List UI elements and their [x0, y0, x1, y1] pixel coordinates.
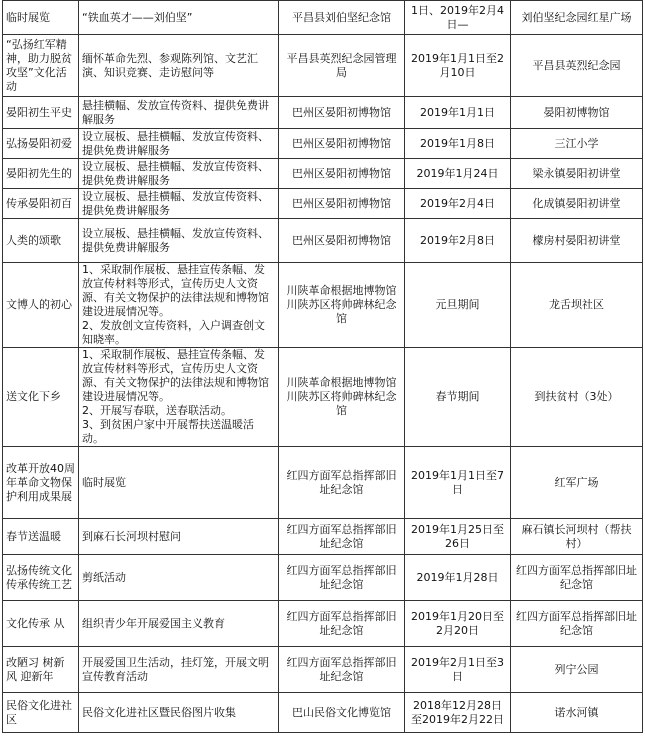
table-row — [3, 519, 643, 555]
activity-name: 文博人的初心 — [3, 263, 79, 348]
activity-time: 2019年1月28日 — [405, 555, 511, 601]
activity-place: 诺水河镇 — [511, 693, 643, 733]
activity-time: 2019年1月1日至2月10日 — [405, 35, 511, 97]
activity-name: 临时展览 — [3, 1, 79, 35]
table-row — [3, 348, 643, 447]
activity-place: 刘伯坚纪念园红星广场 — [511, 1, 643, 35]
activity-content: 临时展览 — [79, 447, 279, 519]
activity-name: 弘扬晏阳初爱 — [3, 129, 79, 159]
activity-content: 开展爱国卫生活动，挂灯笼，开展文明宣传教育活动 — [79, 647, 279, 693]
activity-place: 檬房村晏阳初讲堂 — [511, 219, 643, 263]
organizer: 巴州区晏阳初博物馆 — [279, 219, 405, 263]
activity-content: 设立展板、悬挂横幅、发放宣传资料、提供免费讲解服务 — [79, 219, 279, 263]
activity-content: 设立展板、悬挂横幅、发放宣传资料、提供免费讲解服务 — [79, 129, 279, 159]
table-row — [3, 1, 643, 35]
activity-name: 改革开放40周年革命文物保护利用成果展 — [3, 447, 79, 519]
organizer: 巴州区晏阳初博物馆 — [279, 97, 405, 129]
activity-time: 春节期间 — [405, 348, 511, 447]
table-row — [3, 555, 643, 601]
organizer: 红四方面军总指挥部旧址纪念馆 — [279, 447, 405, 519]
activity-content: 剪纸活动 — [79, 555, 279, 601]
activity-time: 2018年12月28日至2019年2月22日 — [405, 693, 511, 733]
activity-name: 晏阳初生平史 — [3, 97, 79, 129]
activity-time: 2019年1月25日至26日 — [405, 519, 511, 555]
activity-time: 2019年1月1日至7日 — [405, 447, 511, 519]
organizer: 红四方面军总指挥部旧址纪念馆 — [279, 601, 405, 647]
table-row — [3, 189, 643, 219]
content-line: 1、采取制作展板、悬挂宣传条幅、发放宣传材料等形式，宣传历史人文资源、有关文物保护的法律法规和博物馆建设进展情况等。 — [82, 263, 269, 318]
activity-name: 传承晏阳初百 — [3, 189, 79, 219]
activity-time: 2019年1月1日 — [405, 97, 511, 129]
activity-place: 化成镇晏阳初讲堂 — [511, 189, 643, 219]
table-row — [3, 219, 643, 263]
organizer: 巴山民俗文化博览馆 — [279, 693, 405, 733]
activity-table — [2, 0, 643, 733]
table-row — [3, 263, 643, 348]
organizer: 巴州区晏阳初博物馆 — [279, 159, 405, 189]
organizer: 红四方面军总指挥部旧址纪念馆 — [279, 555, 405, 601]
activity-name: 弘扬传统文化 传承传统工艺 — [3, 555, 79, 601]
activity-content — [79, 348, 279, 447]
activity-place: 红四方面军总指挥部旧址纪念馆 — [511, 601, 643, 647]
organizer: 红四方面军总指挥部旧址纪念馆 — [279, 647, 405, 693]
activity-time: 2019年2月1日至3日 — [405, 647, 511, 693]
table-row — [3, 129, 643, 159]
table-row — [3, 35, 643, 97]
table-row — [3, 447, 643, 519]
activity-content: 到麻石长河坝村慰问 — [79, 519, 279, 555]
content-line: 2、开展写春联，送春联活动。 — [82, 404, 232, 417]
table-row — [3, 97, 643, 129]
activity-content: 悬挂横幅、发放宣传资料、提供免费讲解服务 — [79, 97, 279, 129]
content-line: 2、发放创文宣传资料，入户调查创文知晓率。 — [82, 319, 265, 346]
activity-place: 平昌县英烈纪念园 — [511, 35, 643, 97]
activity-name: 文化传承 从 — [3, 601, 79, 647]
activity-place: 梁永镇晏阳初讲堂 — [511, 159, 643, 189]
activity-content: 设立展板、悬挂横幅、发放宣传资料、提供免费讲解服务 — [79, 159, 279, 189]
activity-time: 2019年2月4日 — [405, 189, 511, 219]
activity-time: 2019年1月24日 — [405, 159, 511, 189]
activity-content: “铁血英才——刘伯坚” — [79, 1, 279, 35]
activity-place: 列宁公园 — [511, 647, 643, 693]
activity-place: 到扶贫村（3处） — [511, 348, 643, 447]
activity-time: 2019年2月8日 — [405, 219, 511, 263]
table-row — [3, 601, 643, 647]
activity-name: 改陋习 树新风 迎新年 — [3, 647, 79, 693]
table-row — [3, 647, 643, 693]
activity-name: “弘扬红军精神，助力脱贫攻坚”文化活动 — [3, 35, 79, 97]
activity-time: 元旦期间 — [405, 263, 511, 348]
activity-content: 缅怀革命先烈、参观陈列馆、文艺汇演、知识竞赛、走访慰问等 — [79, 35, 279, 97]
activity-place: 龙舌坝社区 — [511, 263, 643, 348]
content-line: 3、到贫困户家中开展帮扶送温暖活动。 — [82, 418, 254, 445]
activity-content — [79, 263, 279, 348]
organizer: 红四方面军总指挥部旧址纪念馆 — [279, 519, 405, 555]
activity-content: 民俗文化进社区暨民俗图片收集 — [79, 693, 279, 733]
organizer: 平昌县英烈纪念园管理局 — [279, 35, 405, 97]
activity-place: 红军广场 — [511, 447, 643, 519]
activity-content: 设立展板、悬挂横幅、发放宣传资料、提供免费讲解服务 — [79, 189, 279, 219]
activity-time: 2019年1月20日至2月20日 — [405, 601, 511, 647]
organizer: 川陕革命根据地博物馆 川陕苏区将帅碑林纪念馆 — [279, 263, 405, 348]
activity-time: 2019年1月8日 — [405, 129, 511, 159]
activity-name: 送文化下乡 — [3, 348, 79, 447]
organizer: 川陕革命根据地博物馆 川陕苏区将帅碑林纪念馆 — [279, 348, 405, 447]
activity-place: 麻石镇长河坝村（帮扶村） — [511, 519, 643, 555]
activity-content: 组织青少年开展爱国主义教育 — [79, 601, 279, 647]
activity-name: 晏阳初先生的 — [3, 159, 79, 189]
activity-name: 春节送温暖 — [3, 519, 79, 555]
content-line: 1、采取制作展板、悬挂宣传条幅、发放宣传材料等形式，宣传历史人文资源、有关文物保护的法律法规和博物馆建设进展情况等。 — [82, 348, 269, 403]
activity-place: 晏阳初博物馆 — [511, 97, 643, 129]
activity-name: 人类的颂歌 — [3, 219, 79, 263]
activity-time: 1日、2019年2月4日— — [405, 1, 511, 35]
activity-place: 三江小学 — [511, 129, 643, 159]
activity-place: 红四方面军总指挥部旧址纪念馆 — [511, 555, 643, 601]
table-row — [3, 159, 643, 189]
table-row — [3, 693, 643, 733]
organizer: 平昌县刘伯坚纪念馆 — [279, 1, 405, 35]
activity-name: 民俗文化进社区 — [3, 693, 79, 733]
organizer: 巴州区晏阳初博物馆 — [279, 189, 405, 219]
organizer: 巴州区晏阳初博物馆 — [279, 129, 405, 159]
